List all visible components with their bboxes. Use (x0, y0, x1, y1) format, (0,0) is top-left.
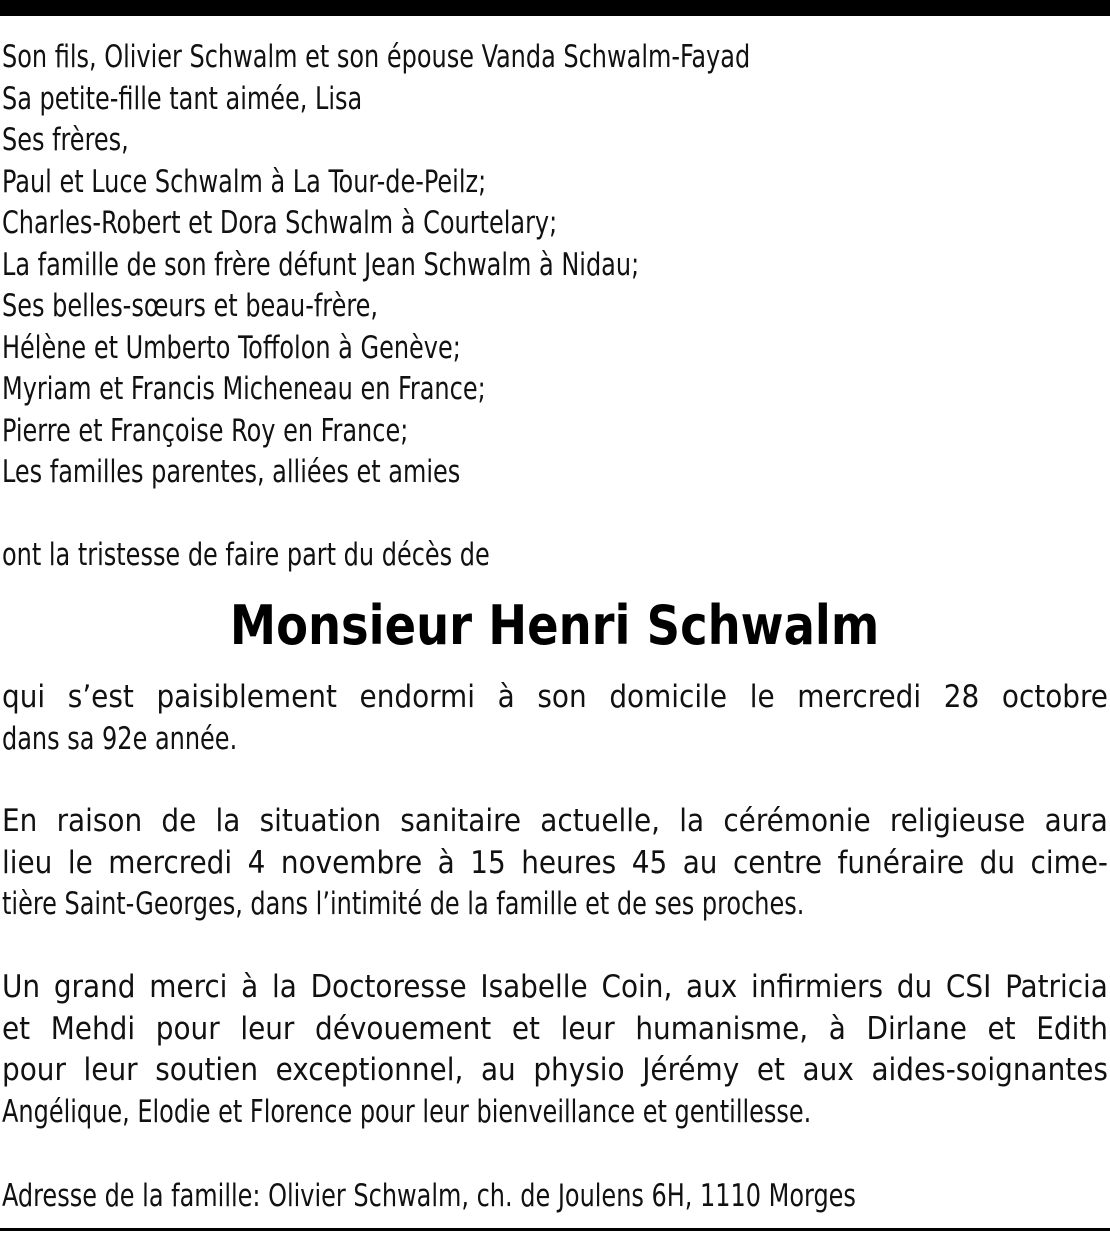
word: heures (521, 844, 617, 881)
word: Mehdi (50, 1010, 136, 1047)
justified-line (2, 1009, 1108, 1051)
word: de (161, 803, 197, 839)
word: CSI (945, 969, 992, 1005)
word: aides-soignantes (871, 1052, 1108, 1088)
family-line: Charles-Robert et Dora Schwalm à Courtelary; (2, 205, 558, 241)
family-line: Sa petite-fille tant aimée, Lisa (2, 80, 363, 117)
word: à (241, 969, 259, 1005)
word: et (511, 1010, 540, 1047)
top-rule (0, 0, 1110, 16)
paragraph-line: dans sa 92e année. (2, 720, 238, 757)
word: cime- (1030, 844, 1108, 881)
word: cérémonie (723, 803, 871, 839)
family-line: Hélène et Umberto Toffolon à Genève; (2, 329, 461, 366)
justified-line (2, 801, 1108, 843)
word: pour (155, 1010, 220, 1047)
word: à (828, 1010, 846, 1047)
word: leur (560, 1010, 615, 1047)
ceremony-paragraph (2, 801, 1108, 926)
paragraph-line: tière Saint-Georges, dans l’intimité de la famille et de ses proches. (2, 886, 805, 922)
word: Un (2, 969, 41, 1005)
family-line: Paul et Luce Schwalm à La Tour-de-Peilz; (2, 163, 487, 200)
word: situation (259, 803, 382, 839)
word: du (979, 844, 1015, 881)
word: qui (2, 679, 46, 715)
word: la (272, 969, 297, 1005)
word: Edith (1036, 1010, 1108, 1047)
word: s’est (67, 679, 134, 715)
word: grand (53, 969, 136, 1005)
word: paisiblement (156, 679, 337, 715)
word: au (682, 844, 718, 881)
word: domicile (609, 679, 728, 715)
family-list (2, 37, 1108, 494)
family-line: Ses frères, (2, 122, 129, 158)
family-line: Pierre et Françoise Roy en France; (2, 412, 409, 449)
word: 15 (470, 844, 506, 881)
word: centre (732, 844, 823, 881)
deceased-name-text: Monsieur Henri Schwalm (230, 594, 880, 657)
word: pour (2, 1052, 66, 1088)
word: et (2, 1010, 31, 1047)
word: soutien (155, 1052, 259, 1088)
word: Coin, (601, 969, 673, 1005)
word: mercredi (108, 844, 233, 881)
word: funéraire (837, 844, 965, 881)
word: leur (83, 1052, 138, 1088)
word: 4 (247, 844, 266, 881)
justified-line (2, 967, 1108, 1009)
word: le (67, 844, 93, 881)
paragraph-line: Angélique, Elodie et Florence pour leur bienveillance et gentillesse. (2, 1093, 812, 1130)
word: au (480, 1052, 516, 1088)
word: raison (56, 803, 143, 839)
word: aux (686, 969, 738, 1005)
word: endormi (359, 679, 475, 715)
word: Jérémy (642, 1052, 740, 1088)
word: merci (149, 969, 228, 1005)
word: le (749, 679, 775, 715)
family-line: Ses belles-sœurs et beau-frère, (2, 288, 378, 324)
word: aux (802, 1052, 854, 1088)
word: dévouement (315, 1010, 492, 1047)
death-paragraph (2, 677, 1108, 760)
justified-line (2, 1050, 1108, 1092)
word: Doctoresse (310, 969, 467, 1005)
word: à (437, 844, 455, 881)
deceased-name (0, 588, 1110, 664)
bottom-rule (0, 1228, 1110, 1231)
family-line: La famille de son frère défunt Jean Schwalm à Nidau; (2, 246, 640, 283)
word: sanitaire (400, 803, 522, 839)
word: Patricia (1005, 969, 1108, 1005)
word: exceptionnel, (275, 1052, 464, 1088)
word: novembre (280, 844, 423, 881)
thanks-paragraph (2, 967, 1108, 1133)
word: leur (240, 1010, 295, 1047)
word: Isabelle (480, 969, 588, 1005)
word: lieu (2, 844, 53, 881)
word: son (537, 679, 587, 715)
justified-line (2, 843, 1108, 885)
family-line: Myriam et Francis Micheneau en France; (2, 371, 486, 407)
family-address: Adresse de la famille: Olivier Schwalm, ch. de Joulens 6H, 1110 Morges (2, 1178, 856, 1214)
word: infirmiers (751, 969, 884, 1005)
word: octobre (1001, 679, 1108, 715)
word: humanisme, (635, 1010, 809, 1047)
word: religieuse (889, 803, 1026, 839)
word: physio (533, 1052, 625, 1088)
word: et (756, 1052, 785, 1088)
word: Dirlane (866, 1010, 967, 1047)
word: la (679, 803, 705, 839)
announcement-intro: ont la tristesse de faire part du décès de (2, 537, 490, 573)
word: et (987, 1010, 1016, 1047)
family-line: Les familles parentes, alliées et amies (2, 454, 461, 490)
justified-line (2, 677, 1108, 719)
word: aura (1044, 803, 1108, 839)
word: 28 (943, 679, 980, 715)
word: 45 (631, 844, 668, 881)
word: mercredi (797, 679, 922, 715)
word: la (215, 803, 241, 839)
family-line: Son fils, Olivier Schwalm et son épouse Vanda Schwalm-Fayad (2, 39, 751, 75)
word: En (2, 803, 38, 839)
word: à (497, 679, 515, 715)
word: actuelle, (540, 803, 660, 839)
word: du (896, 969, 933, 1005)
